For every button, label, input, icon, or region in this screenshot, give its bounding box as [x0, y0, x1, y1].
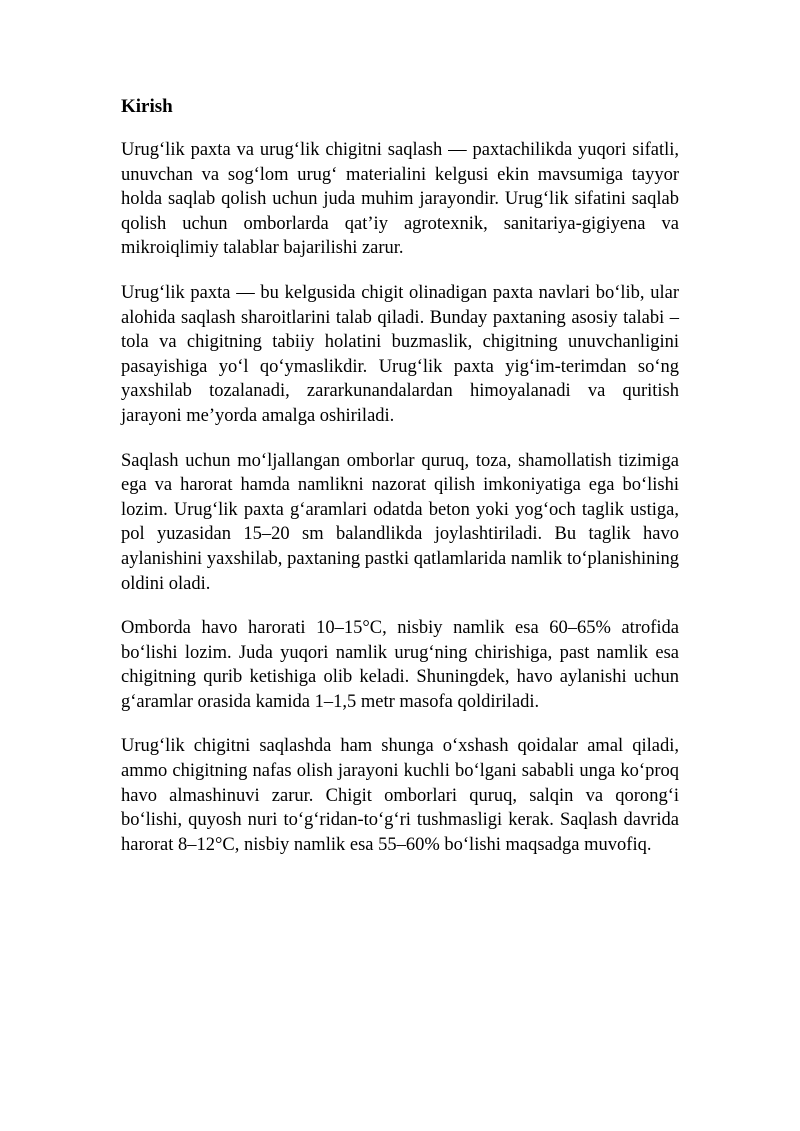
paragraph-5: Urug‘lik chigitni saqlashda ham shunga o‘xshash qoidalar amal qiladi, ammo chigitning nafas olish jarayoni kuchli bo‘lgani sababli unga ko‘proq havo almashinuvi zarur. Chigit omborlari quruq, salqin va qorong‘i bo‘lishi, quyosh nuri to‘g‘ridan-to‘g‘ri tushmasligi kerak. Saqlash davrida harorat 8–12°C, nisbiy namlik esa 55–60% bo‘lishi maqsadga muvofiq.: [121, 736, 679, 855]
section-heading: Kirish: [121, 96, 173, 117]
document-page: [121, 94, 679, 877]
paragraph-1: Urug‘lik paxta va urug‘lik chigitni saqlash — paxtachilikda yuqori sifatli, unuvchan va sog‘lom urug‘ materialini kelgusi ekin mavsumiga tayyor holda saqlab qolish uchun juda muhim jarayondir. Urug‘lik sifatini saqlab qolish uchun omborlarda qat’iy agrotexnik, sanitariya-gigiyena va mikroiqlimiy talablar bajarilishi zarur.: [121, 140, 679, 259]
paragraph-3: Saqlash uchun mo‘ljallangan omborlar quruq, toza, shamollatish tizimiga ega va harorat hamda namlikni nazorat qilish imkoniyatiga ega bo‘lishi lozim. Urug‘lik paxta g‘aramlari odatda beton yoki yog‘och taglik ustiga, pol yuzasidan 15–20 sm balandlikda joylashtiriladi. Bu taglik havo aylanishini yaxshilab, paxtaning pastki qatlamlarida namlik to‘planishining oldini oladi.: [121, 450, 679, 594]
paragraph-4: Omborda havo harorati 10–15°C, nisbiy namlik esa 60–65% atrofida bo‘lishi lozim. Juda yuqori namlik urug‘ning chirishiga, past namlik esa chigitning qurib ketishiga olib keladi. Shuningdek, havo aylanishi uchun g‘aramlar orasida kamida 1–1,5 metr masofa qoldiriladi.: [121, 618, 679, 712]
paragraph-2: Urug‘lik paxta — bu kelgusida chigit olinadigan paxta navlari bo‘lib, ular alohida saqlash sharoitlarini talab qiladi. Bunday paxtaning asosiy talabi – tola va chigitning tabiiy holatini buzmaslik, chigitning unuvchanligini pasayishiga yo‘l qo‘ymaslikdir. Urug‘lik paxta yig‘im-terimdan so‘ng yaxshilab tozalanadi, zararkunandalardan himoyalanadi va quritish jarayoni me’yorda amalga oshiriladi.: [121, 282, 679, 426]
